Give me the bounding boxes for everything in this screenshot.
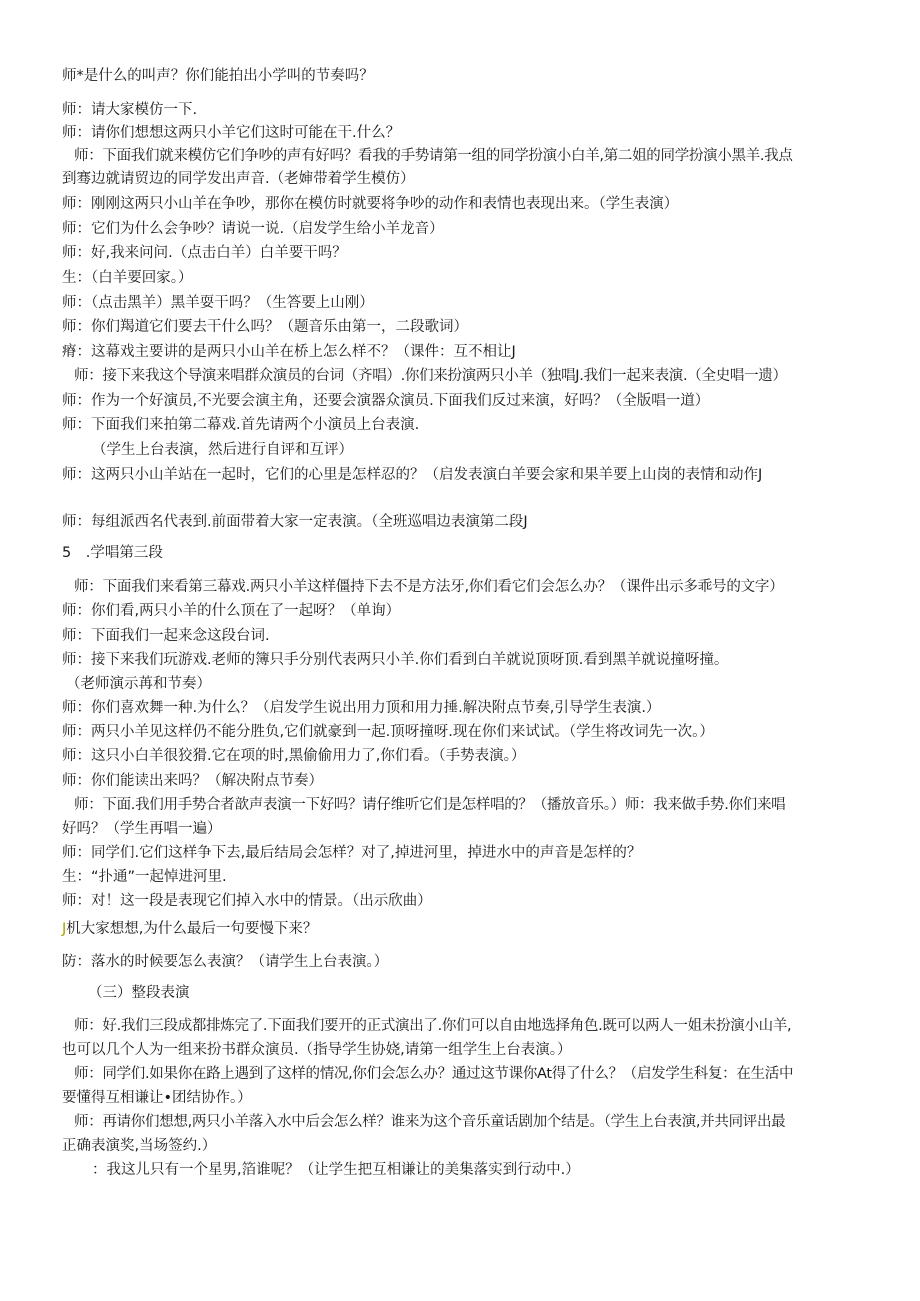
text-line: 正确表演奖,当场签约.） — [62, 1138, 217, 1154]
stray-mark: J — [62, 921, 67, 937]
text-line: 师：每组派西名代表到.前面带着大家一定表演。（全班巡唱边表演第二段J — [62, 514, 528, 530]
text-line: 师：下面我们一起来念这段台词. — [62, 628, 270, 644]
text-line: 师：请大家模仿一下. — [62, 102, 198, 118]
text-line-body: 机大家想想,为什么最后一句要慢下来？ — [66, 921, 318, 937]
text-line: 师：你们能读出来吗？（解决附点节奏） — [62, 773, 323, 789]
text-line: 师：你们喜欢舞一种.为什么？（启发学生说出用力顶和用力捶.解决附点节奏,引导学生表演.） — [62, 700, 661, 716]
text-line: 师：你们羯道它们要去干什么吗？（题音乐由第一，二段歌词） — [62, 319, 468, 335]
text-line: 师：再请你们想想,两只小羊落入水中后会怎么样？谁来为这个音乐童话剧加个结是。（学生上台表演,并共同评出最 — [74, 1114, 786, 1130]
text-line: 师：下面我们来看第三幕戏.两只小羊这样僵持下去不是方法牙,你们看它们会怎么办？（课件出示多乖号的文字） — [74, 579, 784, 595]
text-line: 瘠：这幕戏主要讲的是两只小山羊在桥上怎么样不？（课件：互不相让J — [62, 344, 516, 360]
text-line: 师：（点击黑羊）黑羊耍干吗？（生答要上山刚） — [62, 295, 374, 311]
text-line: 生：“扑通”一起悼进河里. — [62, 869, 227, 885]
text-line: 师：接下来我这个导演来唱群众演员的台词（齐唱）.你们来扮演两只小羊（独唱J.我们一起来表演.（全史唱一遗） — [74, 368, 787, 384]
text-line: 师：它们为什么会争吵？请说一说.（启发学生给小羊龙音） — [62, 221, 444, 237]
text-line: 要懂得互相谦让•团结协作。） — [62, 1090, 252, 1106]
text-line: 师：好,我来问问.（点击白羊）白羊要干吗？ — [62, 245, 347, 261]
text-line: 也可以几个人为一组来扮书群众演员.（指导学生协娆,请第一组学生上台表演。） — [62, 1042, 572, 1058]
text-line: 师：下面.我们用手势合者歆声表演一下好吗？请仔维听它们是怎样唱的？（播放音乐。）师：我来做手势.你们来唱 — [74, 797, 786, 813]
text-line: （老师演示苒和节奏） — [66, 676, 211, 692]
text-line: 师：接下来我们玩游戏.老师的簿只手分别代表两只小羊.你们看到白羊就说顶呀顶.看到黑羊就说撞呀撞。 — [62, 652, 729, 668]
text-line: 师：同学们.如果你在路上遇到了这样的情况,你们会怎么办？通过这节课你At得了什么？（启发学生科复：在生活中 — [74, 1066, 794, 1082]
text-line: 师：下面我们就来模仿它们争吵的声有好吗？看我的手势请第一组的同学扮演小白羊,第二姐的同学扮演小黑羊.我点 — [74, 148, 793, 164]
text-line: 师：同学们.它们这样争下去,最后结局会怎样？对了,掉进河里，掉进水中的声音是怎样的？ — [62, 845, 642, 861]
text-line: 师：你们看,两只小羊的什么顶在了一起呀？（单询） — [62, 603, 401, 619]
text-line: 师：刚刚这两只小山羊在争吵，那你在模仿时就要将争吵的动作和表情也表现出来。（学生表演） — [62, 196, 679, 212]
text-line: 好吗？（学生再唱一遍） — [62, 821, 222, 837]
text-line: 师*是什么的叫声？你们能拍出小学叫的节奏吗？ — [62, 68, 374, 84]
text-line: 师：这只小白羊很狡猾.它在项的时,黑偷偷用力了,你们看。（手势表演。） — [62, 748, 526, 764]
text-line: （学生上台表演，然后进行自评和互评） — [92, 442, 353, 458]
text-line: ：我这儿只有一个星男,箔谁呢？（让学生把互相谦让的美集落实到行动中.） — [92, 1162, 580, 1178]
text-line: 师：请你们想想这两只小羊它们这时可能在干.什么？ — [62, 125, 401, 141]
text-line: 师：对！这一段是表现它们掉入水中的情景。（出示欣曲） — [62, 893, 432, 909]
text-line: 师：下面我们来拍第二幕戏.首先请两个小演员上台表演. — [62, 417, 420, 433]
text-line: 师：好.我们三段成都排炼完了.下面我们要开的正式演出了.你们可以自由地选择角色.既可以两人一姐未扮演小山羊, — [74, 1018, 792, 1034]
text-line: 师：两只小羊见这样仍不能分胜负,它们就豪到一起.顶呀撞呀.现在你们来试试。（学生将改词先一次。） — [62, 724, 714, 740]
section-heading: （三）整段表演 — [88, 985, 190, 1001]
text-line — [62, 919, 317, 939]
text-line: 师：这两只小山羊站在一起时，它们的心里是怎样忍的？（启发表演白羊要会家和果羊要上山岗的表情和动作J — [62, 467, 763, 483]
text-line: 到骞边就请贸边的同学发出声音.（老婶带着学生模仿） — [62, 171, 415, 187]
section-heading: 5 .学唱第三段 — [62, 545, 163, 561]
text-line: 师：作为一个好演员,不光要会演主角，还要会演器众演员.下面我们反过来演，好吗？（全版唱一道） — [62, 393, 710, 409]
text-line: 防：落水的时候要怎么表演？（请学生上台表演。） — [62, 954, 389, 970]
text-line: 生：（白羊要回家。） — [62, 270, 193, 286]
